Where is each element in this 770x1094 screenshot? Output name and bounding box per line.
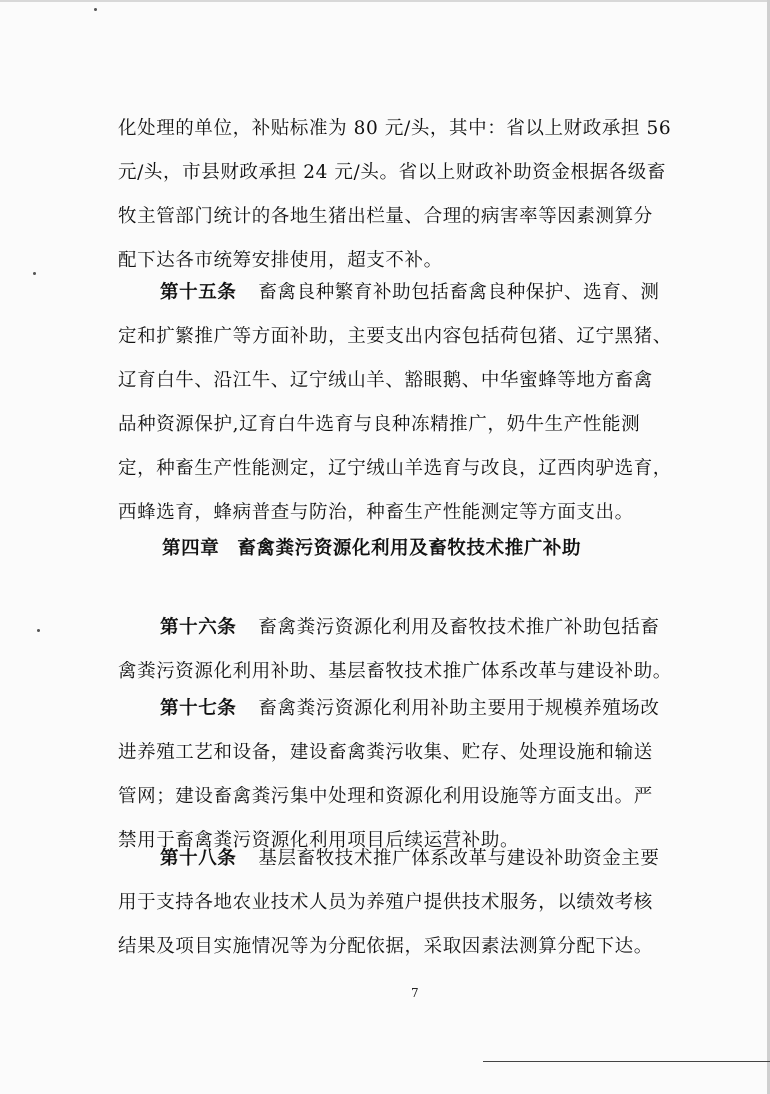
text-line: 化处理的单位，补贴标准为 80 元/头，其中：省以上财政承担 56: [118, 118, 672, 139]
article-label: 第十八条: [160, 848, 237, 869]
text-line: 畜禽良种繁育补助包括畜禽良种保护、选育、测: [258, 282, 660, 303]
text-line: 辽育白牛、沿江牛、辽宁绒山羊、豁眼鹅、中华蜜蜂等地方畜禽: [118, 370, 653, 391]
scan-edge-top: [0, 0, 770, 2]
article-15: [118, 271, 696, 535]
text-line: 元/头，市县财政承担 24 元/头。省以上财政补助资金根据各级畜: [118, 162, 666, 183]
chapter-title: 畜禽粪污资源化利用及畜牧技术推广补助: [237, 538, 582, 559]
article-label: 第十五条: [160, 282, 237, 303]
text-line: 畜禽粪污资源化利用及畜牧技术推广补助包括畜: [258, 617, 660, 638]
chapter-number: 第四章: [162, 538, 220, 559]
text-line: 品种资源保护,辽育白牛选育与良种冻精推广，奶牛生产性能测: [118, 414, 641, 435]
text-line: 西蜂选育，蜂病普查与防治，种畜生产性能测定等方面支出。: [118, 502, 634, 523]
article-first-line: [118, 687, 696, 731]
text-line: 用于支持各地农业技术人员为养殖户提供技术服务，以绩效考核: [118, 892, 653, 913]
article-first-line: [118, 837, 696, 881]
text-line: 结果及项目实施情况等为分配依据，采取因素法测算分配下达。: [118, 936, 653, 957]
article-first-line: [118, 606, 696, 650]
scan-speck: [33, 272, 36, 275]
text-line: 进养殖工艺和设备，建设畜禽粪污收集、贮存、处理设施和输送: [118, 742, 653, 763]
paragraph-continuation: [118, 107, 696, 283]
text-line: 禁用于畜禽粪污资源化利用项目后续运营补助。: [118, 830, 520, 851]
text-line: 配下达各市统筹安排使用，超支不补。: [118, 250, 443, 271]
article-first-line: [118, 271, 696, 315]
scan-speck: [94, 8, 97, 11]
text-line: 管网；建设畜禽粪污集中处理和资源化利用设施等方面支出。严: [118, 786, 653, 807]
text-line: 牧主管部门统计的各地生猪出栏量、合理的病害率等因素测算分: [118, 206, 653, 227]
article-16: [118, 606, 696, 694]
scan-speck: [37, 629, 40, 632]
chapter-heading: [162, 534, 581, 560]
text-line: 畜禽粪污资源化利用补助主要用于规模养殖场改: [258, 698, 660, 719]
text-line: 基层畜牧技术推广体系改革与建设补助资金主要: [258, 848, 660, 869]
article-18: [118, 837, 696, 969]
text-line: 定和扩繁推广等方面补助，主要支出内容包括荷包猪、辽宁黑猪、: [118, 326, 672, 347]
article-label: 第十六条: [160, 617, 237, 638]
page-number: 7: [411, 986, 419, 1000]
text-line: 定，种畜生产性能测定，辽宁绒山羊选育与改良，辽西肉驴选育，: [118, 458, 672, 479]
article-label: 第十七条: [160, 698, 237, 719]
footer-rule: [483, 1061, 770, 1062]
text-line: 禽粪污资源化利用补助、基层畜牧技术推广体系改革与建设补助。: [118, 661, 672, 682]
